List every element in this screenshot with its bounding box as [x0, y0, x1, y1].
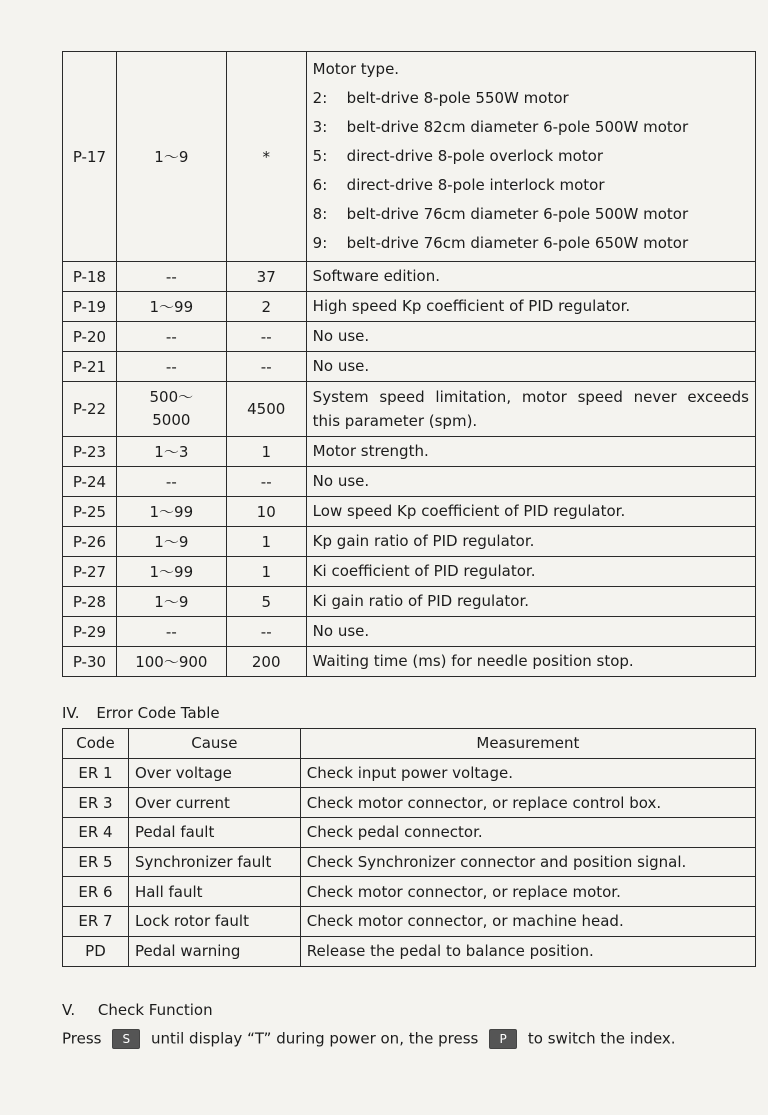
column-header-code: Code [63, 729, 129, 759]
table-row [63, 352, 756, 382]
param-default: 10 [226, 497, 306, 527]
param-description-line: System speed limitation, motor speed never exceeds [312, 388, 749, 406]
motor-type-title: Motor type. [312, 60, 400, 78]
table-row [63, 617, 756, 647]
param-range: -- [116, 467, 226, 497]
param-range: -- [116, 617, 226, 647]
param-code: P-18 [63, 262, 117, 292]
param-description: Motor strength. [306, 437, 755, 467]
error-measurement: Check motor connector, or machine head. [300, 907, 755, 937]
param-description: Kp gain ratio of PID regulator. [306, 527, 755, 557]
motor-item: 2: belt-drive 8-pole 550W motor [312, 89, 569, 107]
instruction-text: Press [62, 1029, 102, 1048]
table-row [63, 262, 756, 292]
param-code: P-20 [63, 322, 117, 352]
table-row [63, 557, 756, 587]
parameter-table [62, 51, 756, 677]
param-code: P-21 [63, 352, 117, 382]
param-description: Software edition. [306, 262, 755, 292]
table-row-p17 [63, 52, 756, 262]
param-range: 1～99 [116, 557, 226, 587]
table-row [63, 497, 756, 527]
error-cause: Synchronizer fault [128, 847, 300, 877]
error-cause: Over current [128, 788, 300, 818]
column-header-cause: Cause [128, 729, 300, 759]
table-row [63, 587, 756, 617]
param-default: 4500 [226, 382, 306, 437]
table-row [63, 647, 756, 677]
error-cause: Over voltage [128, 758, 300, 788]
param-default: 2 [226, 292, 306, 322]
param-description: No use. [306, 352, 755, 382]
param-code: P-28 [63, 587, 117, 617]
error-measurement: Check Synchronizer connector and position signal. [300, 847, 755, 877]
param-default: -- [226, 617, 306, 647]
check-instructions [62, 1029, 676, 1049]
param-description: No use. [306, 322, 755, 352]
param-default: 37 [226, 262, 306, 292]
motor-item: 3: belt-drive 82cm diameter 6-pole 500W motor [312, 118, 689, 136]
table-row [63, 527, 756, 557]
section-number: IV. [62, 704, 80, 722]
motor-item: 5: direct-drive 8-pole overlock motor [312, 147, 604, 165]
param-default: -- [226, 352, 306, 382]
param-description: No use. [306, 617, 755, 647]
table-row [63, 936, 756, 966]
error-measurement: Check pedal connector. [300, 818, 755, 848]
table-row [63, 877, 756, 907]
section-title: Error Code Table [96, 704, 220, 722]
error-section-heading [62, 704, 220, 722]
section-title: Check Function [97, 1001, 213, 1019]
param-code: P-24 [63, 467, 117, 497]
param-code: P-25 [63, 497, 117, 527]
param-default: 5 [226, 587, 306, 617]
param-range-max: 5000 [152, 411, 191, 429]
param-description: Ki gain ratio of PID regulator. [306, 587, 755, 617]
error-code: ER 6 [63, 877, 129, 907]
error-measurement: Check input power voltage. [300, 758, 755, 788]
table-row-p22 [63, 382, 756, 437]
param-description: Waiting time (ms) for needle position stop. [306, 647, 755, 677]
error-measurement: Release the pedal to balance position. [300, 936, 755, 966]
param-default: 1 [226, 527, 306, 557]
table-row [63, 907, 756, 937]
error-code: ER 1 [63, 758, 129, 788]
param-range: 1～99 [116, 497, 226, 527]
table-row [63, 847, 756, 877]
param-range: 1～3 [116, 437, 226, 467]
check-section-heading [62, 1001, 213, 1019]
param-description [306, 52, 755, 262]
error-code: ER 5 [63, 847, 129, 877]
table-header-row [63, 729, 756, 759]
param-description: High speed Kp coefficient of PID regulator. [306, 292, 755, 322]
table-row [63, 788, 756, 818]
motor-item: 9: belt-drive 76cm diameter 6-pole 650W motor [312, 234, 689, 252]
param-code: P-26 [63, 527, 117, 557]
param-default: 1 [226, 437, 306, 467]
error-cause: Pedal warning [128, 936, 300, 966]
param-range-min: 500～ [149, 388, 194, 406]
param-range: 1～9 [116, 527, 226, 557]
error-code: ER 7 [63, 907, 129, 937]
table-row [63, 292, 756, 322]
table-row [63, 437, 756, 467]
section-number: V. [62, 1001, 76, 1019]
param-code: P-30 [63, 647, 117, 677]
error-cause: Hall fault [128, 877, 300, 907]
param-description: No use. [306, 467, 755, 497]
param-default: -- [226, 322, 306, 352]
param-range [116, 382, 226, 437]
error-measurement: Check motor connector, or replace motor. [300, 877, 755, 907]
param-code: P-22 [63, 382, 117, 437]
param-default: -- [226, 467, 306, 497]
param-code: P-29 [63, 617, 117, 647]
motor-item: 6: direct-drive 8-pole interlock motor [312, 176, 605, 194]
param-range: 1～9 [116, 52, 226, 262]
param-description: Ki coefficient of PID regulator. [306, 557, 755, 587]
table-row [63, 818, 756, 848]
param-default: 200 [226, 647, 306, 677]
error-code: ER 4 [63, 818, 129, 848]
error-code: ER 3 [63, 788, 129, 818]
p-key-icon: P [489, 1029, 517, 1049]
column-header-measurement: Measurement [300, 729, 755, 759]
param-description [306, 382, 755, 437]
error-code-table [62, 728, 756, 967]
s-key-icon: S [112, 1029, 140, 1049]
table-row [63, 758, 756, 788]
param-code: P-19 [63, 292, 117, 322]
error-cause: Lock rotor fault [128, 907, 300, 937]
instruction-text: to switch the index. [527, 1029, 676, 1048]
table-row [63, 322, 756, 352]
param-default: 1 [226, 557, 306, 587]
param-range: 1～9 [116, 587, 226, 617]
param-description: Low speed Kp coefficient of PID regulator. [306, 497, 755, 527]
param-code: P-17 [63, 52, 117, 262]
instruction-text: until display “T” during power on, the press [151, 1029, 479, 1048]
param-description-line: this parameter (spm). [312, 412, 478, 430]
param-default: * [226, 52, 306, 262]
param-range: -- [116, 352, 226, 382]
error-cause: Pedal fault [128, 818, 300, 848]
table-row [63, 467, 756, 497]
param-code: P-23 [63, 437, 117, 467]
motor-item: 8: belt-drive 76cm diameter 6-pole 500W motor [312, 205, 689, 223]
error-code: PD [63, 936, 129, 966]
param-range: 1～99 [116, 292, 226, 322]
param-range: -- [116, 322, 226, 352]
error-measurement: Check motor connector, or replace control box. [300, 788, 755, 818]
param-code: P-27 [63, 557, 117, 587]
param-range: 100～900 [116, 647, 226, 677]
param-range: -- [116, 262, 226, 292]
